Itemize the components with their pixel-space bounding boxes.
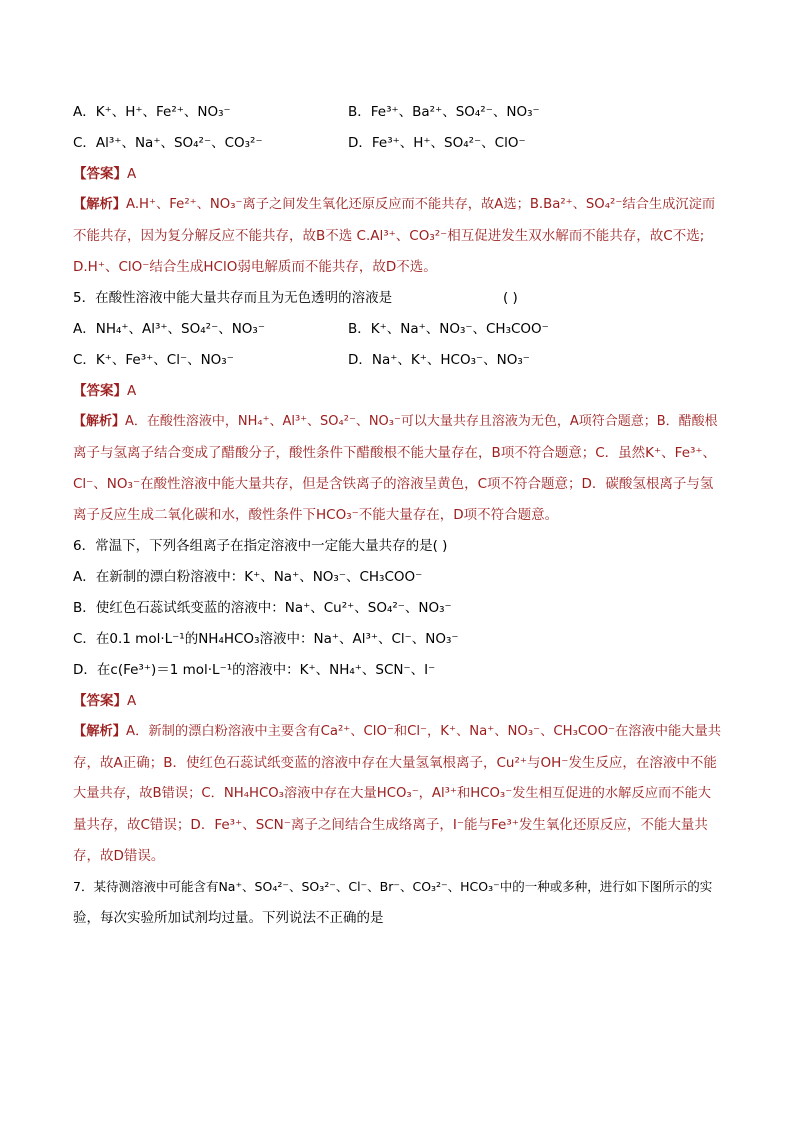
q6-explanation-line-4: 量共存，故C错误；D．Fe³⁺、SCN⁻离子之间结合生成络离子，I⁻能与Fe³⁺发生氧化还原反应，不能大量共 [73,817,708,833]
q4-explanation-line-3: D.H⁺、ClO⁻结合生成HClO弱电解质而不能共存，故D不选。 [73,259,437,275]
q6-explanation-line-2: 存，故A正确；B．使红色石蕊试纸变蓝的溶液中存在大量氢氧根离子，Cu²⁺与OH⁻发生反应，在溶液中不能 [73,755,717,771]
q5-answer [73,381,136,401]
q5-stem: 5．在酸性溶液中能大量共存而且为无色透明的溶液是 [73,290,393,306]
explanation-label: 【解析】 [73,724,127,739]
q6-option-c: C．在0.1 mol·L⁻¹的NH₄HCO₃溶液中：Na⁺、Al³⁺、Cl⁻、NO₃⁻ [73,631,459,647]
q6-explanation-line-1 [73,722,721,742]
q5-explanation-line-1 [73,412,718,432]
explanation-text: A．在酸性溶液中，NH₄⁺、Al³⁺、SO₄²⁻、NO₃⁻可以大量共存且溶液为无色，A项符合题意；B．醋酸根 [125,414,718,429]
q6-stem: 6．常温下，下列各组离子在指定溶液中一定能大量共存的是( ) [73,538,448,554]
answer-label: 【答案】 [73,383,127,399]
explanation-label: 【解析】 [73,197,127,212]
q5-explanation-line-3: Cl⁻、NO₃⁻在酸性溶液中能大量共存，但是含铁离子的溶液呈黄色，C项不符合题意；D．碳酸氢根离子与氢 [73,476,714,492]
explanation-label: 【解析】 [73,414,126,429]
q6-explanation-line-5: 存，故D错误。 [73,848,165,864]
q5-explanation-line-2: 离子与氢离子结合变成了醋酸分子，酸性条件下醋酸根不能大量存在，B项不符合题意；C．虽然K⁺、Fe³⁺、 [73,445,717,461]
q6-option-b: B．使红色石蕊试纸变蓝的溶液中：Na⁺、Cu²⁺、SO₄²⁻、NO₃⁻ [73,600,452,616]
explanation-text: A.H⁺、Fe²⁺、NO₃⁻离子之间发生氧化还原反应而不能共存，故A选；B.Ba²⁺、SO₄²⁻结合生成沉淀而 [126,197,716,212]
q7-stem-line-2: 验，每次实验所加试剂均过量。下列说法不正确的是 [73,910,384,926]
answer-label: 【答案】 [73,166,127,182]
q5-option-d: D．Na⁺、K⁺、HCO₃⁻、NO₃⁻ [348,352,530,368]
q6-option-d: D．在c(Fe³⁺)＝1 mol·L⁻¹的溶液中：K⁺、NH₄⁺、SCN⁻、I⁻ [73,662,436,678]
q7-stem-line-1: 7．某待测溶液中可能含有Na⁺、SO₄²⁻、SO₃²⁻、Cl⁻、Br⁻、CO₃²⁻、HCO₃⁻中的一种或多种，进行如下图所示的实 [73,879,713,894]
q4-option-b: B．Fe³⁺、Ba²⁺、SO₄²⁻、NO₃⁻ [348,104,540,120]
q4-option-d: D．Fe³⁺、H⁺、SO₄²⁻、ClO⁻ [348,135,526,151]
q5-explanation-line-4: 离子反应生成二氧化碳和水，酸性条件下HCO₃⁻不能大量存在，D项不符合题意。 [73,507,559,523]
explanation-text: A．新制的漂白粉溶液中主要含有Ca²⁺、ClO⁻和Cl⁻，K⁺、Na⁺、NO₃⁻、CH₃COO⁻在溶液中能大量共 [126,724,722,739]
q4-explanation-line-2: 不能共存，因为复分解反应不能共存，故B不选 C.Al³⁺、CO₃²⁻相互促进发生双水解而不能共存，故C不选; [73,228,705,244]
answer-label: 【答案】 [73,693,127,709]
q6-option-a: A．在新制的漂白粉溶液中：K⁺、Na⁺、NO₃⁻、CH₃COO⁻ [73,569,423,585]
q4-answer [73,164,136,184]
q6-answer [73,691,136,711]
answer-value: A [127,693,137,709]
q4-option-a: A．K⁺、H⁺、Fe²⁺、NO₃⁻ [73,104,231,120]
q5-option-c: C．K⁺、Fe³⁺、Cl⁻、NO₃⁻ [73,352,234,368]
q5-answer-blank: ( ) [503,290,518,306]
answer-value: A [127,166,137,182]
answer-value: A [127,383,137,399]
q4-explanation-line-1 [73,195,715,215]
q6-explanation-line-3: 大量共存，故B错误；C．NH₄HCO₃溶液中存在大量HCO₃⁻，Al³⁺和HCO₃⁻发生相互促进的水解反应而不能大 [73,786,711,801]
q4-option-c: C．Al³⁺、Na⁺、SO₄²⁻、CO₃²⁻ [73,135,263,151]
q5-option-b: B．K⁺、Na⁺、NO₃⁻、CH₃COO⁻ [348,321,549,337]
q5-option-a: A．NH₄⁺、Al³⁺、SO₄²⁻、NO₃⁻ [73,321,265,337]
